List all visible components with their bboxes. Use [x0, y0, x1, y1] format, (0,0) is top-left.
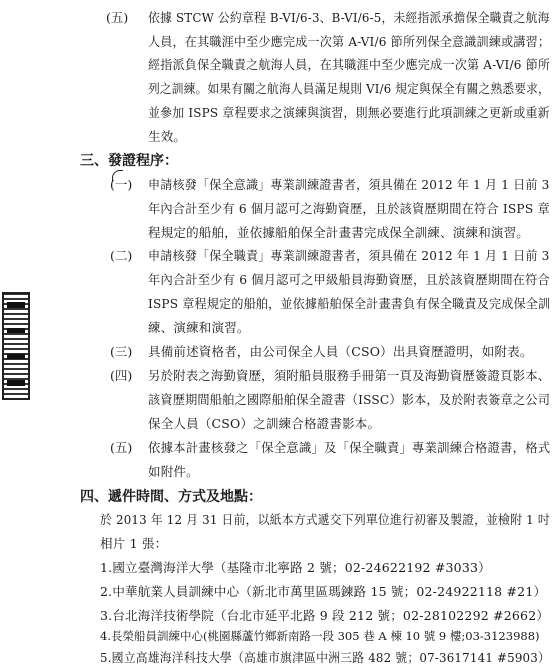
paragraph-line: 保全人員（CSO）之訓練合格證書影本。: [148, 416, 381, 431]
item-marker: (四): [110, 368, 133, 383]
paragraph-line: 經指派負保全職責之航海人員，在其職涯中至少應完成一次第 A-VI/6 節所: [148, 57, 551, 72]
item-marker: (五): [110, 440, 133, 455]
paragraph-line: 另於附表之海勤資歷，須附船員服務手冊第一頁及海勤資歷簽證頁影本、: [148, 368, 551, 383]
unit-list-item: 5.國立高雄海洋科技大學（高雄市旗津區中洲三路 482 號；07-3617141 #5903）: [100, 650, 551, 665]
intro-line: 相片 1 張：: [100, 536, 168, 551]
item-marker: (五): [106, 10, 129, 25]
paragraph-line: 依據 STCW 公約章程 B-VI/6-3、B-VI/6-5，未經指派承擔保全職責之航海: [148, 10, 550, 25]
item-marker: (三): [110, 344, 133, 359]
paragraph-line: ISPS 章程規定的船舶，並依據船舶保全計畫書負有保全職責及完成保全訓: [148, 296, 551, 311]
official-seal-stamp: [2, 292, 30, 400]
paragraph-line: 如附件。: [148, 464, 199, 479]
paragraph-line: 程規定的船舶，並依據船舶保全計畫書完成保全訓練、演練和演習。: [148, 225, 530, 240]
section-heading-3: 三、發證程序：: [80, 153, 178, 169]
paragraph-line: 具備前述資格者，由公司保全人員（CSO）出具資歷證明，如附表。: [148, 344, 533, 359]
paragraph-line: 年內合計至少有 6 個月認可之海勤資歷，且於該資歷期間在符合 ISPS 章: [148, 201, 550, 216]
unit-list-item: 3.台北海洋技術學院（台北市延平北路 9 段 212 號；02-28102292 #2662）: [100, 608, 550, 623]
paragraph-line: 生效。: [148, 129, 187, 144]
item-marker: (二): [110, 248, 133, 263]
paragraph-line: 人員，在其職涯中至少應完成一次第 A-VI/6 節所列保全意識訓練或講習；: [148, 34, 551, 49]
paragraph-line: 依據本計畫核發之「保全意識」及「保全職責」專業訓練合格證書，格式: [148, 440, 551, 455]
paragraph-line: 申請核發「保全職責」專業訓練證書者，須具備在 2012 年 1 月 1 日前 3: [148, 248, 550, 263]
paragraph-line: 列之訓練。如果有關之航海人員滿足規則 VI/6 規定與保全有關之熟悉要求，: [148, 81, 550, 96]
unit-list-item: 4.長榮船員訓練中心(桃園縣蘆竹鄉新南路一段 305 巷 A 棟 10 號 9 樓;03-3123988): [100, 629, 540, 643]
unit-list-item: 1.國立臺灣海洋大學（基隆市北寧路 2 號；02-24622192 #3033）: [100, 560, 491, 575]
paragraph-line: 申請核發「保全意識」專業訓練證書者，須具備在 2012 年 1 月 1 日前 3: [148, 177, 550, 192]
paragraph-line: 年內合計至少有 6 個月認可之甲級船員海勤資歷，且於該資歷期間在符合: [148, 272, 550, 287]
section-heading-4: 四、遞件時間、方式及地點：: [80, 489, 262, 505]
paragraph-line: 該資歷期間船舶之國際船舶保全證書（ISSC）影本，及於附表簽章之公司: [148, 392, 551, 407]
intro-line: 於 2013 年 12 月 31 日前，以紙本方式遞交下列單位進行初審及製證，並檢附 1 吋: [100, 512, 550, 527]
unit-list-item: 2.中華航業人員訓練中心（新北市萬里區瑪鍊路 15 號；02-24922118 #21）: [100, 584, 547, 599]
item-marker: (一): [110, 177, 133, 192]
paragraph-line: 練、演練和演習。: [148, 320, 250, 335]
paragraph-line: 並參加 ISPS 章程要求之演練與演習，則無必要進行此項訓練之更新或重新: [148, 105, 550, 120]
